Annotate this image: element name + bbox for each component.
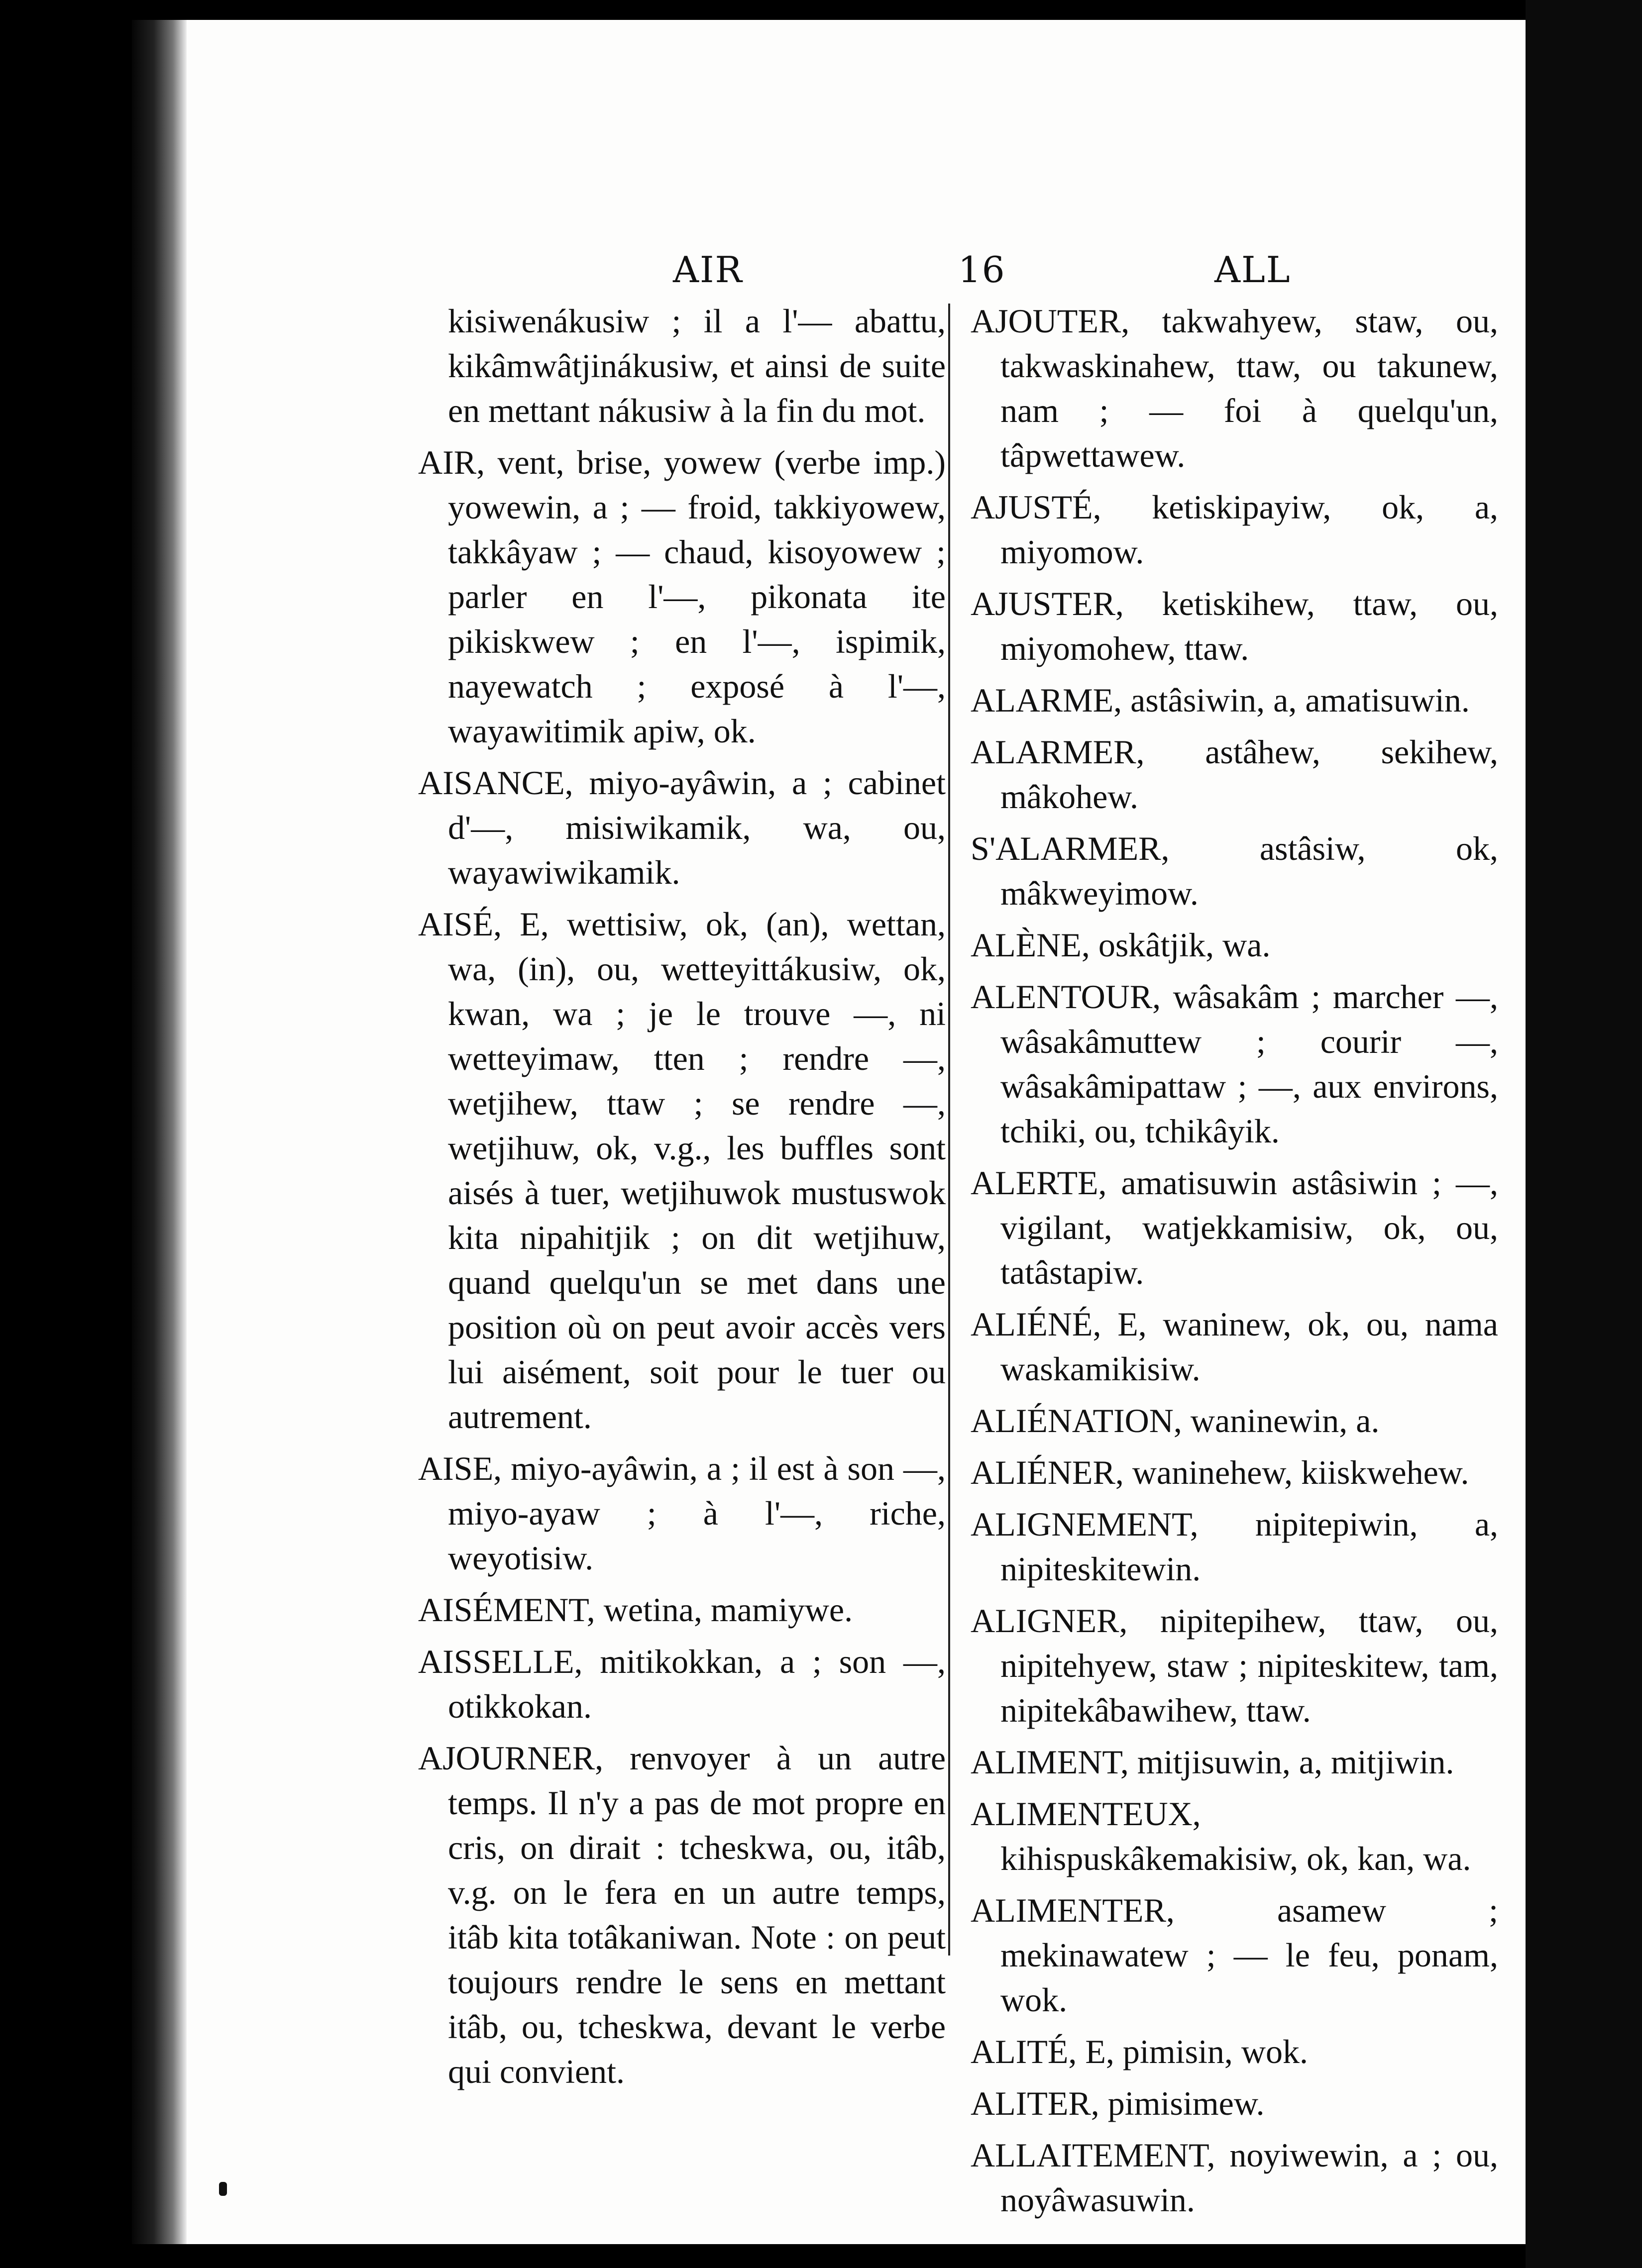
page-number: 16 (958, 249, 1006, 291)
scan-speck (219, 2182, 227, 2196)
dictionary-entry: AISE, miyo-ayâwin, a ; il est à son —, miyo-ayaw ; à l'—, riche, weyotisiw. (418, 1449, 946, 1577)
dictionary-entry: AISANCE, miyo-ayâwin, a ; cabinet d'—, misiwikamik, wa, ou, wayawiwikamik. (418, 764, 946, 891)
dictionary-entry: AISÉ, E, wettisiw, ok, (an), wettan, wa, (in), ou, wetteyittákusiw, ok, kwan, wa ; je le trouve —, ni wetteyimaw, tten ; rendre —, wetjihew, ttaw ; se rendre —, wetjihuw, ok, v.g., les buffles sont aisés à tuer, wetjihuwok mustuswok kita nipahitjik ; on dit wetjihuw, quand quelqu'un se met dans une position où on peut avoir accès vers lui aisément, soit pour le tuer ou autrement. (418, 905, 946, 1436)
dictionary-entry: ALIÉNATION, waninewin, a. (971, 1402, 1380, 1440)
dictionary-entry: AIR, vent, brise, yowew (verbe imp.) yowewin, a ; — froid, takkiyowew, takkâyaw ; — chaud, kisoyowew ; parler en l'—, pikonata ite pikiskwew ; en l'—, ispimik, nayewatch ; exposé à l'—, wayawitimik apiw, ok. (418, 443, 946, 750)
dictionary-entry: ALIMENTEUX, kihispuskâkemakisiw, ok, kan, wa. (971, 1795, 1471, 1877)
dictionary-entry: ALIMENT, mitjisuwin, a, mitjiwin. (971, 1743, 1454, 1781)
dictionary-entry: AISÉMENT, wetina, mamiywe. (418, 1591, 853, 1629)
left-column (418, 299, 946, 2101)
dictionary-entry: ALITÉ, E, pimisin, wok. (971, 2033, 1309, 2070)
dictionary-entry: ALIGNER, nipitepihew, ttaw, ou, nipitehyew, staw ; nipiteskitew, tam, nipitekâbawihew, ttaw. (971, 1602, 1498, 1729)
dictionary-entry: ALITER, pimisimew. (971, 2084, 1265, 2122)
dictionary-entry: ALIÉNÉ, E, waninew, ok, ou, nama waskamikisiw. (971, 1305, 1498, 1388)
dictionary-entry: AISSELLE, mitikokkan, a ; son —, otikkokan. (418, 1643, 946, 1725)
dictionary-entry: AJOURNER, renvoyer à un autre temps. Il n'y a pas de mot propre en cris, on dirait : tcheskwa, ou, itâb, v.g. on le fera en un autre temps, itâb kita totâkaniwan. Note : on peut toujours rendre le sens en mettant itâb, ou, tcheskwa, devant le verbe qui convient. (418, 1739, 946, 2090)
column-divider (948, 304, 950, 1956)
dictionary-entry: AJUSTÉ, ketiskipayiw, ok, a, miyomow. (971, 488, 1498, 571)
dictionary-entry: ALÈNE, oskâtjik, wa. (971, 926, 1271, 964)
dictionary-entry: AJOUTER, takwahyew, staw, ou, takwaskinahew, ttaw, ou takunew, nam ; — foi à quelqu'un, tâpwettawew. (971, 302, 1498, 474)
dictionary-entry: ALERTE, amatisuwin astâsiwin ; —, vigilant, watjekkamisiw, ok, ou, tatâstapiw. (971, 1164, 1498, 1291)
page-binding-shadow (132, 20, 187, 2244)
dictionary-entry: S'ALARMER, astâsiw, ok, mâkweyimow. (971, 829, 1498, 912)
dictionary-entry: ALENTOUR, wâsakâm ; marcher —, wâsakâmuttew ; courir —, wâsakâmipattaw ; —, aux environs, tchiki, ou, tchikâyik. (971, 978, 1498, 1150)
page-right-edge (1526, 0, 1642, 2268)
right-column (971, 299, 1498, 2229)
dictionary-entry: ALIMENTER, asamew ; mekinawatew ; — le feu, ponam, wok. (971, 1891, 1498, 2019)
dictionary-entry: AJUSTER, ketiskihew, ttaw, ou, miyomohew, ttaw. (971, 585, 1498, 667)
running-head-right: ALL (1214, 249, 1291, 291)
dictionary-entry: ALLAITEMENT, noyiwewin, a ; ou, noyâwasuwin. (971, 2136, 1498, 2219)
running-head-left: AIR (673, 249, 743, 291)
dictionary-entry: kisiwenákusiw ; il a l'— abattu, kikâmwâtjinákusiw, et ainsi de suite en mettant nákusiw à la fin du mot. (448, 302, 946, 429)
dictionary-entry: ALIÉNER, waninehew, kiiskwehew. (971, 1453, 1469, 1491)
dictionary-entry: ALARMER, astâhew, sekihew, mâkohew. (971, 733, 1498, 816)
dictionary-entry: ALIGNEMENT, nipitepiwin, a, nipiteskitewin. (971, 1505, 1498, 1588)
dictionary-entry: ALARME, astâsiwin, a, amatisuwin. (971, 681, 1470, 719)
